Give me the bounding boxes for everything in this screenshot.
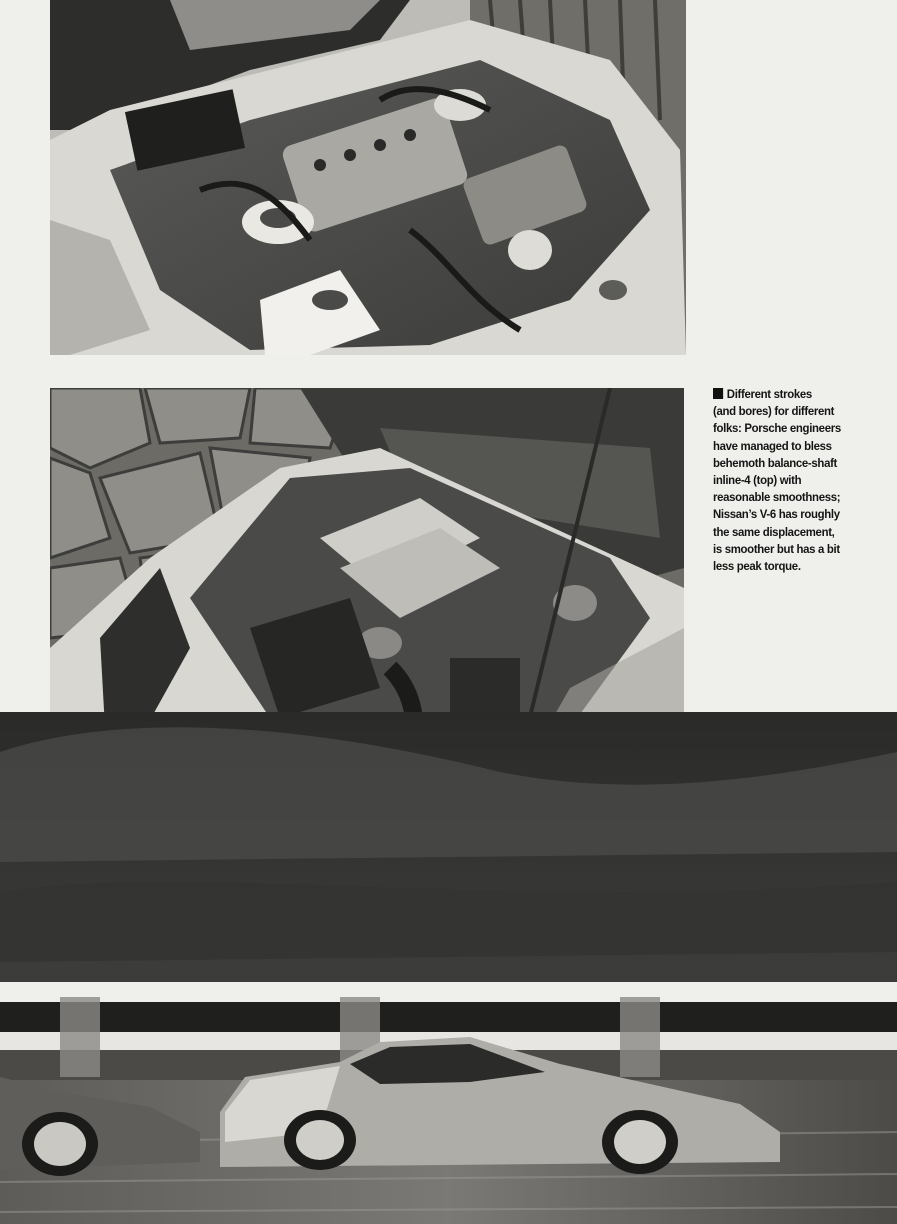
caption-line: is smoother but has a bit — [713, 541, 840, 556]
caption-bullet-icon — [713, 388, 723, 399]
caption-line: have managed to bless — [713, 438, 832, 453]
nissan-engine-photo — [50, 388, 684, 758]
caption-line: less peak torque. — [713, 559, 801, 574]
cars-motion-photo — [0, 712, 897, 1224]
caption-line: Nissan’s V-6 has roughly — [713, 507, 840, 522]
cars-driving-photo — [0, 712, 897, 1224]
caption-line: reasonable smoothness; — [713, 490, 841, 505]
caption-line: behemoth balance-shaft — [713, 455, 838, 470]
caption-line — [713, 386, 860, 403]
caption-line: the same displacement, — [713, 524, 835, 539]
caption-line: (and bores) for different — [713, 404, 835, 419]
nissan-engine-bay-photo — [50, 388, 684, 758]
photo-caption — [713, 386, 860, 575]
caption-line: inline-4 (top) with — [713, 473, 802, 488]
caption-line-text: Different strokes — [726, 387, 812, 401]
porsche-engine-bay-photo — [50, 0, 686, 355]
caption-line: folks: Porsche engineers — [713, 421, 841, 436]
porsche-engine-photo — [50, 0, 686, 355]
